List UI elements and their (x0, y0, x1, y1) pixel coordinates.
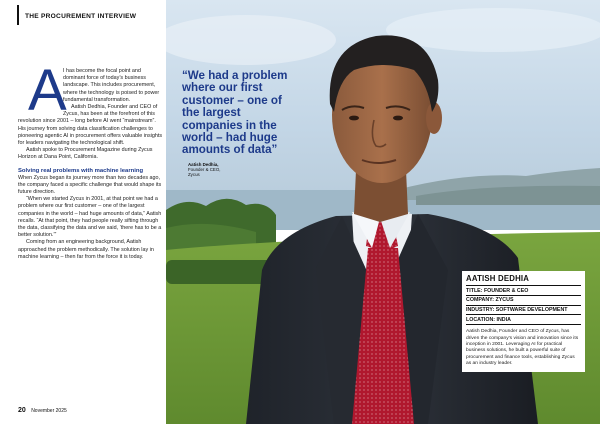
section-rule (17, 5, 19, 25)
pull-quote: “We had a problem where our first customer – one of the largest companies in the world – had huge amounts of data” (182, 69, 288, 157)
quote-name: Aatish Dedhia, (188, 162, 219, 167)
quote-company: Zycus (188, 172, 200, 178)
quote-attribution (188, 162, 220, 178)
profile-bio: Aatish Dedhia, Founder and CEO of Zycus, has driven the company’s vision and innovation since its inception in 2001. Leveraging AI for practical business solutions, he built a powerful suite of procurement and finance tools, establishing Zycus as an industry leader. (466, 329, 579, 367)
article-paragraph: When Zycus began its journey more than two decades ago, the company faced a specific challenge that would shape its future direction. (18, 174, 162, 196)
article-paragraph: Coming from an engineering background, Aatish approached the problem methodically. The solution lay in machine learning – then far from the force it is today. (18, 239, 154, 260)
article-paragraph: Aatish spoke to Procurement Magazine during Zycus Horizon at Dana Point, California. (18, 147, 153, 161)
page-number: 20 (18, 407, 26, 414)
page-footer (18, 407, 67, 414)
profile-name: AATISH DEDHIA (466, 274, 581, 286)
quote-role: Founder & CEO, (188, 167, 221, 173)
profile-company: COMPANY: ZYCUS (466, 296, 581, 306)
drop-cap: A (28, 58, 67, 123)
profile-title: TITLE: FOUNDER & CEO (466, 286, 581, 296)
profile-location: LOCATION: INDIA (466, 315, 581, 325)
profile-industry: INDUSTRY: SOFTWARE DEVELOPMENT (466, 306, 581, 316)
article-body (18, 58, 163, 261)
article-column (0, 0, 166, 424)
article-paragraph: “When we started Zycus in 2001, at that point we had a problem where our first customer – one of the largest companies in the world – had huge amounts of data,” Aatish recalls. “At that point, they had people really sifting through the data, classifying the data and we said, ‘there has to be a better solution.’” (18, 196, 162, 239)
article-subheading: Solving real problems with machine learning (18, 167, 144, 174)
profile-box (462, 271, 585, 372)
section-title: THE PROCUREMENT INTERVIEW (25, 13, 137, 20)
article-intro: I has become the focal point and dominant force of today’s business landscape. This includes procurement, where the technology is poised to power fundamental transformation. (63, 68, 160, 103)
issue-date: November 2025 (31, 408, 67, 414)
article-paragraph: Aatish Dedhia, Founder and CEO of Zycus, has been at the forefront of this revolution since 2001 – long before AI went “mainstream”. His journey from solving data classification challenges to pioneering agentic AI in procurement offers valuable insights for leaders navigating the technological shift. (18, 104, 163, 147)
